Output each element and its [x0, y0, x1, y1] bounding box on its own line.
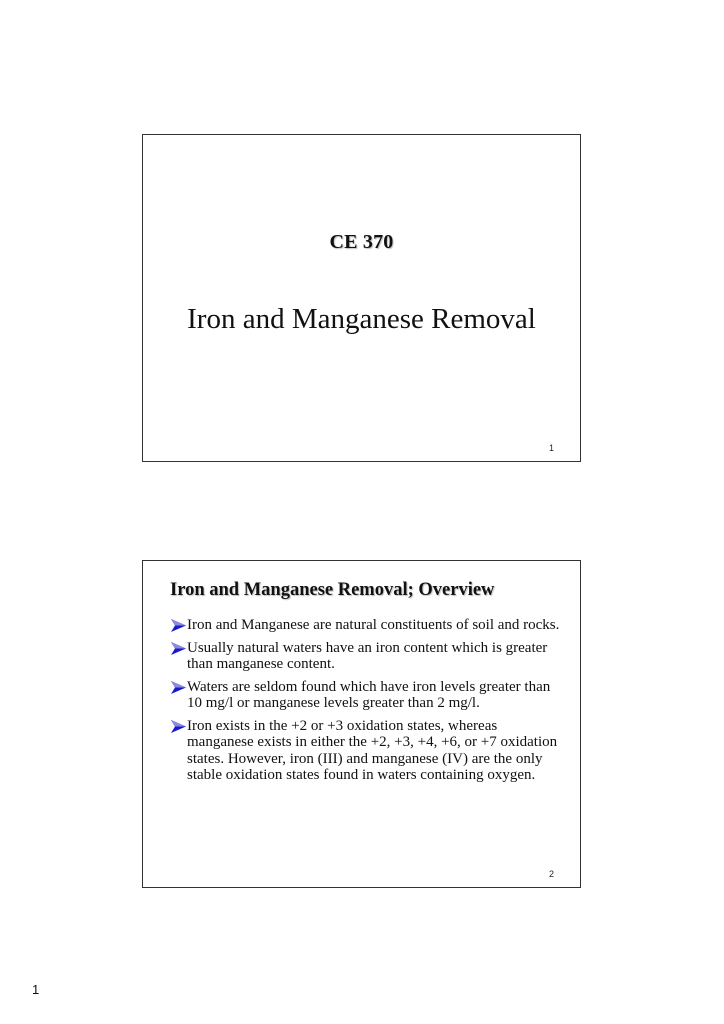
- course-code: CE 370: [329, 231, 394, 253]
- bullet-item: [171, 718, 566, 784]
- bullet-item: [171, 617, 566, 634]
- arrowhead-bullet-icon: [171, 619, 186, 632]
- bullet-text: Iron exists in the +2 or +3 oxidation states, whereas manganese exists in either the +2, +3, +4, +6, or +7 oxidation states. However, iron (III) and manganese (IV) are the only stable oxidation states found in waters containing oxygen.: [187, 717, 558, 783]
- slide-1-number: 1: [548, 443, 554, 453]
- page-number: 1: [32, 982, 40, 997]
- bullet-text: Waters are seldom found which have iron levels greater than 10 mg/l or manganese levels greater than 2 mg/l.: [187, 678, 551, 711]
- arrowhead-bullet-icon: [171, 720, 186, 733]
- bullet-text: Usually natural waters have an iron content which is greater than manganese content.: [187, 639, 548, 672]
- bullet-text: Iron and Manganese are natural constituents of soil and rocks.: [187, 617, 560, 633]
- slide-2-title: Iron and Manganese Removal; Overview: [170, 580, 495, 600]
- slide-2: [142, 560, 581, 888]
- bullet-item: [171, 679, 566, 712]
- bullet-list: [171, 617, 566, 790]
- slide-1: [142, 134, 581, 462]
- arrowhead-bullet-icon: [171, 642, 186, 655]
- arrowhead-bullet-icon: [171, 681, 186, 694]
- slide-1-title: Iron and Manganese Removal: [187, 303, 536, 335]
- slide-2-number: 2: [548, 869, 554, 879]
- bullet-item: [171, 640, 566, 673]
